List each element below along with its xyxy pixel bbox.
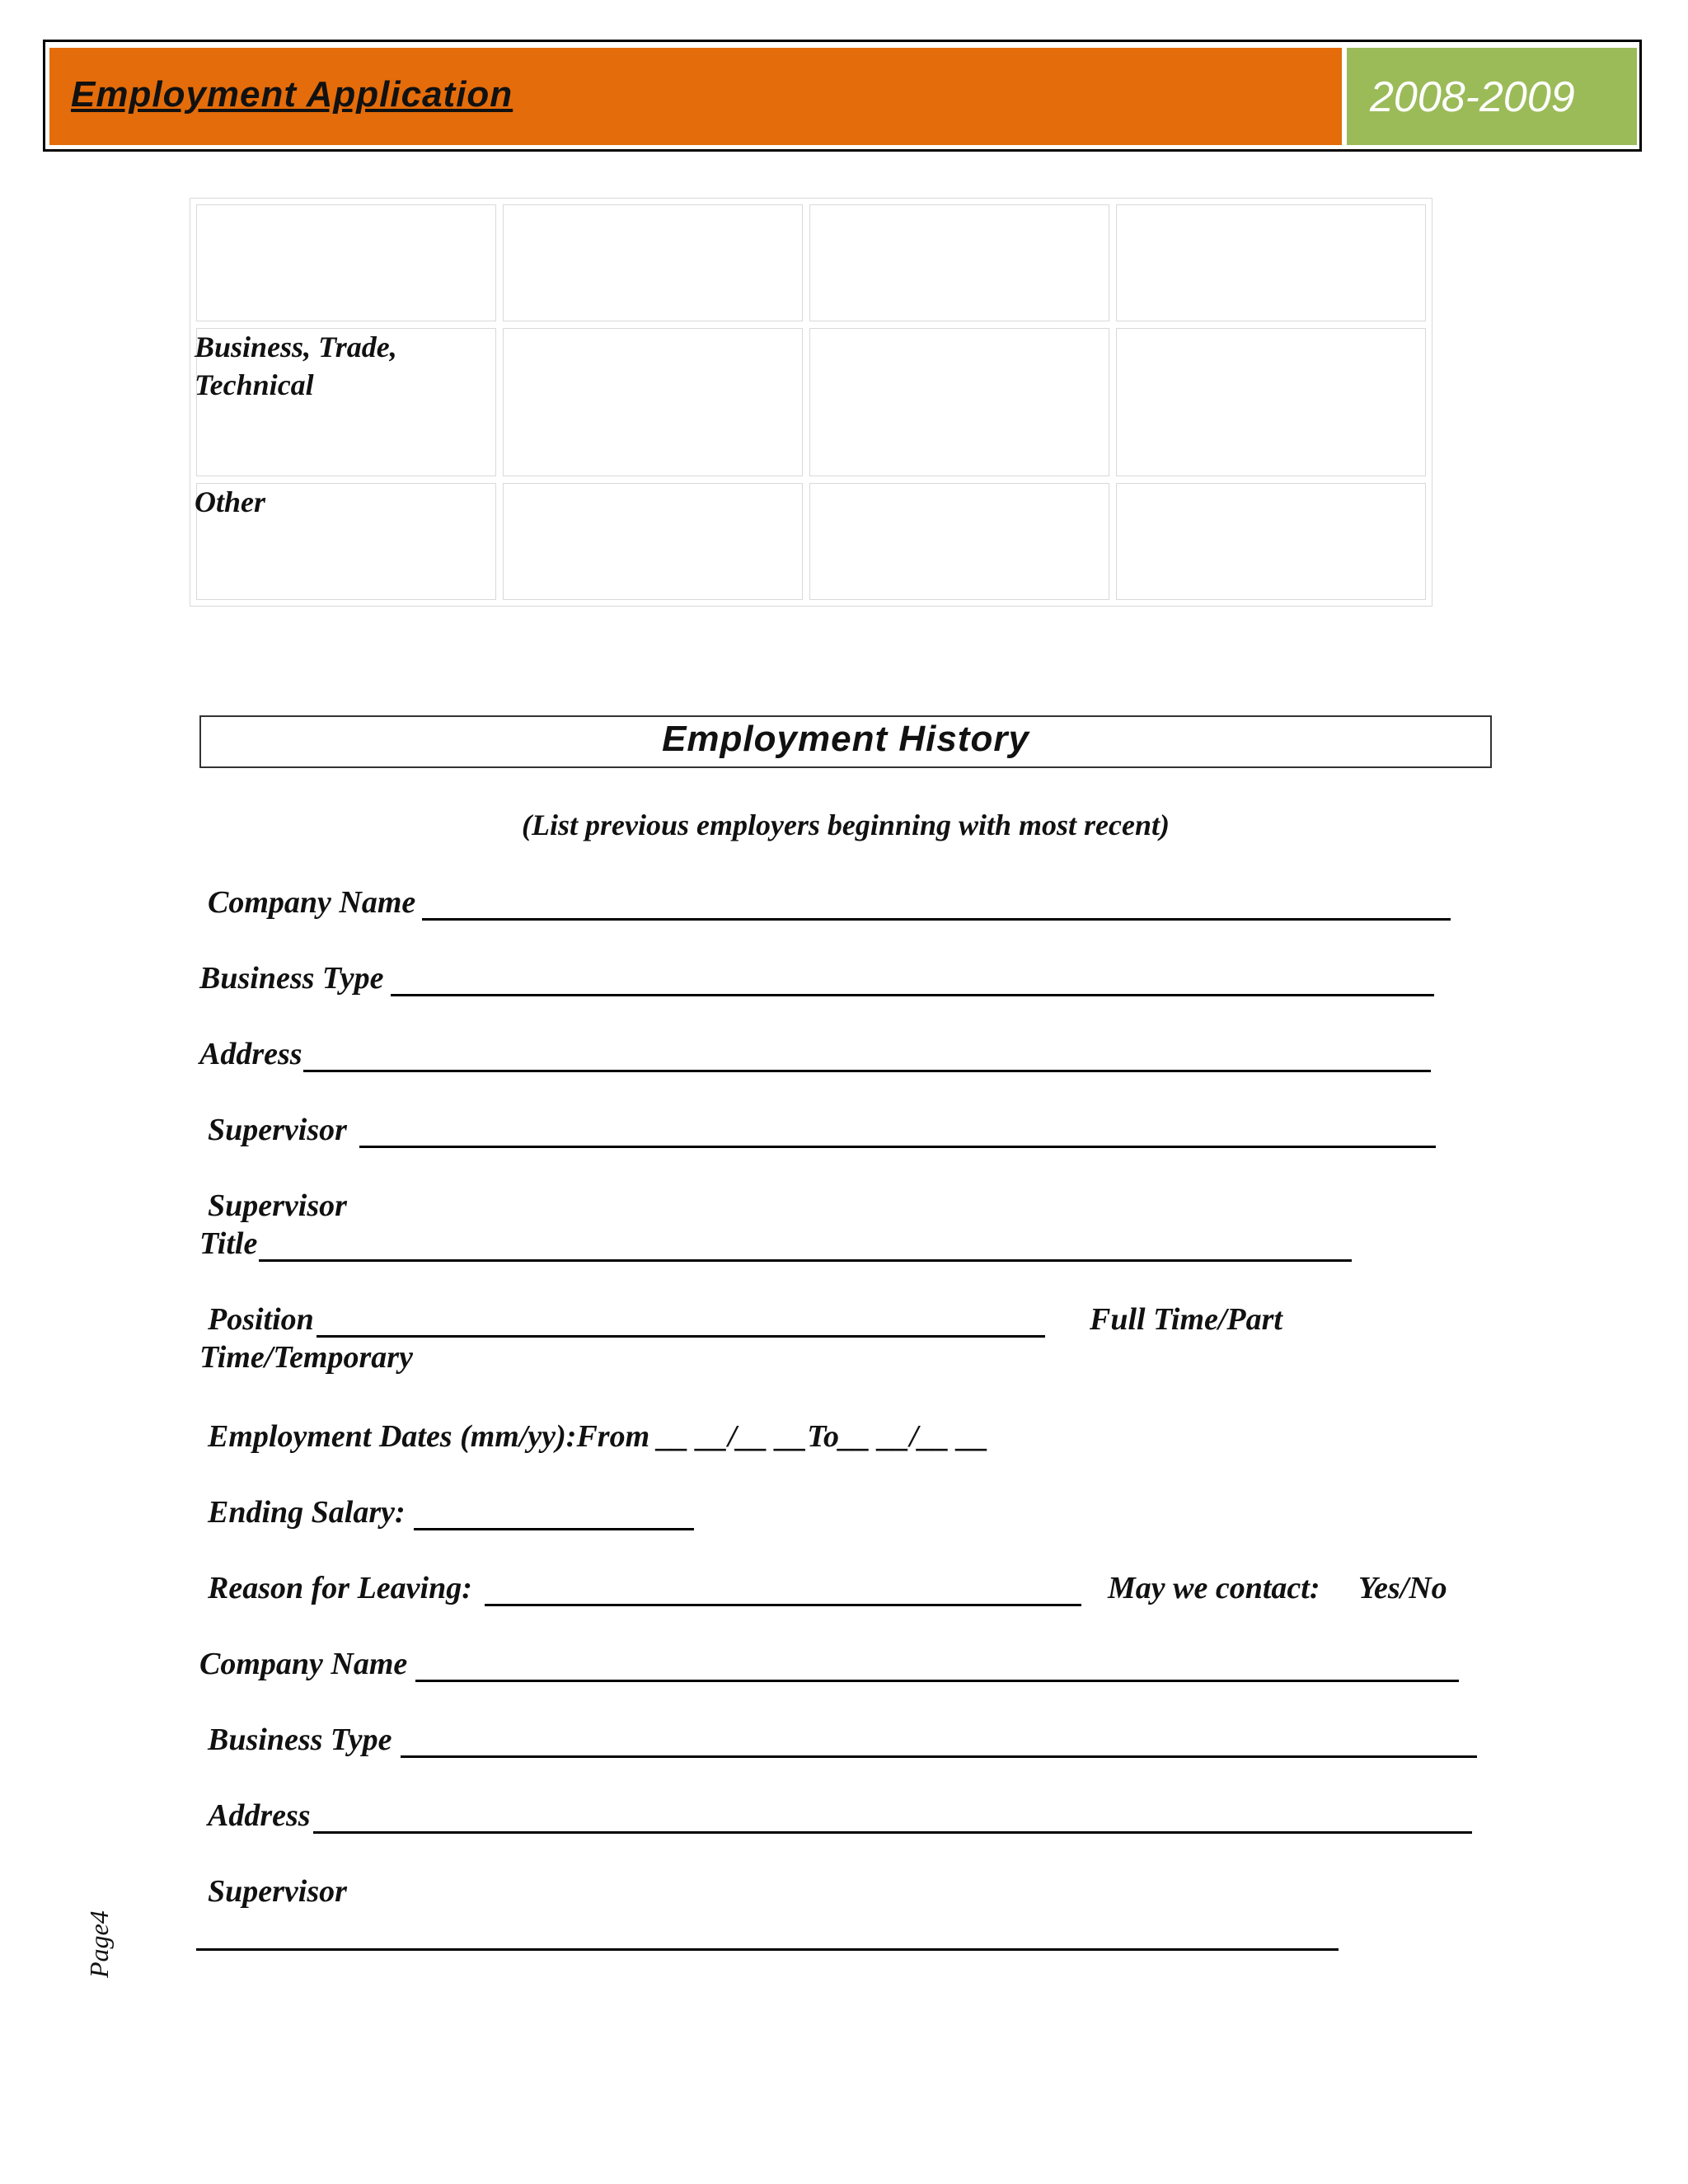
education-cell[interactable] <box>503 204 803 321</box>
address-field-2[interactable] <box>313 1831 1472 1834</box>
yes-no-option[interactable]: Yes/No <box>1358 1571 1447 1605</box>
position-field[interactable] <box>316 1335 1045 1338</box>
address-label: Address <box>199 1037 302 1071</box>
employment-type-label-line2: Time/Temporary <box>199 1340 413 1375</box>
document-year: 2008-2009 <box>1370 73 1575 121</box>
employment-dates-field[interactable]: Employment Dates (mm/yy):From __ __/__ __To__ __/__ __ <box>208 1419 989 1454</box>
business-type-field[interactable] <box>391 994 1434 996</box>
supervisor-field[interactable] <box>359 1146 1436 1148</box>
business-type-label: Business Type <box>199 961 384 996</box>
reason-for-leaving-label: Reason for Leaving: <box>208 1571 472 1605</box>
supervisor-title-label-line1: Supervisor <box>208 1188 347 1223</box>
section-subtitle: (List previous employers beginning with most recent) <box>521 808 1170 841</box>
company-name-field-2[interactable] <box>415 1680 1459 1682</box>
education-cell[interactable] <box>1116 204 1426 321</box>
company-name-field[interactable] <box>422 918 1451 921</box>
education-cell[interactable] <box>809 328 1109 476</box>
reason-for-leaving-field[interactable] <box>485 1604 1081 1606</box>
company-name-label: Company Name <box>208 885 416 920</box>
education-cell[interactable] <box>503 483 803 600</box>
education-cell[interactable] <box>196 204 496 321</box>
document-title: Employment Application <box>71 74 513 115</box>
address-label-2: Address <box>208 1798 311 1833</box>
education-label-other: Other <box>195 485 266 518</box>
address-field[interactable] <box>303 1070 1431 1072</box>
employment-type-label-line1: Full Time/Part <box>1090 1302 1282 1337</box>
position-label: Position <box>208 1302 314 1337</box>
page-number: Page4 <box>84 1910 114 1978</box>
supervisor-title-field[interactable] <box>259 1259 1352 1262</box>
education-cell[interactable] <box>1116 328 1426 476</box>
supervisor-label: Supervisor <box>208 1113 347 1147</box>
supervisor-title-label-line2: Title <box>199 1226 258 1261</box>
education-cell[interactable] <box>503 328 803 476</box>
education-cell[interactable] <box>1116 483 1426 600</box>
ending-salary-label: Ending Salary: <box>208 1495 406 1530</box>
business-type-field-2[interactable] <box>401 1755 1477 1758</box>
section-title: Employment History <box>662 719 1029 759</box>
ending-salary-field[interactable] <box>414 1528 694 1530</box>
may-we-contact-label: May we contact: <box>1108 1571 1320 1605</box>
education-cell[interactable] <box>809 204 1109 321</box>
supervisor-field-2[interactable] <box>196 1948 1339 1951</box>
supervisor-label-2: Supervisor <box>208 1874 347 1909</box>
company-name-label-2: Company Name <box>199 1647 408 1681</box>
business-type-label-2: Business Type <box>208 1722 392 1757</box>
education-label-business: Business, Trade, Technical <box>195 330 397 401</box>
education-cell[interactable] <box>809 483 1109 600</box>
